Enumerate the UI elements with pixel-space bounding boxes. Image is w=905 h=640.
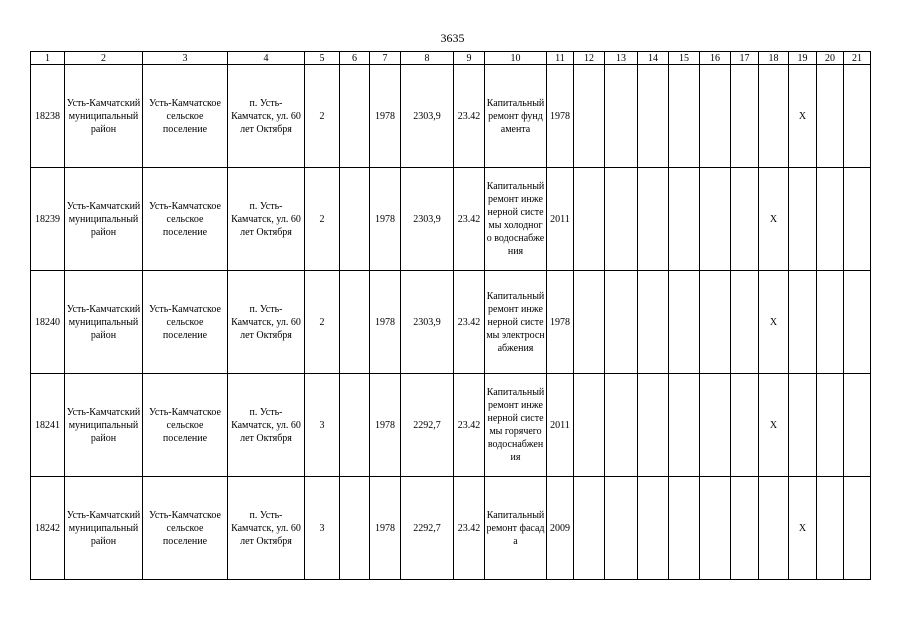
column-header: 12 [574,52,605,65]
district-cell: Усть-Камчатский муниципальный район [65,374,143,477]
work-type-cell: Капитальный ремонт инженерной системы электроснабжения [485,271,547,374]
col-6-cell [340,168,370,271]
table-row [31,65,871,168]
area-cell: 2303,9 [401,168,454,271]
col-20-cell [817,477,844,580]
col-13-cell [605,65,638,168]
col-17-cell [731,271,759,374]
year-cell: 1978 [370,168,401,271]
col-21-cell [844,477,871,580]
col-9-cell: 23.42 [454,477,485,580]
row-number: 18238 [31,65,65,168]
col-9-cell: 23.42 [454,65,485,168]
col-5-cell: 3 [305,477,340,580]
col-18-cell [759,477,789,580]
table-row [31,168,871,271]
col-13-cell [605,374,638,477]
col-9-cell: 23.42 [454,168,485,271]
column-header: 16 [700,52,731,65]
column-header: 11 [547,52,574,65]
column-header: 10 [485,52,547,65]
area-cell: 2303,9 [401,65,454,168]
col-12-cell [574,477,605,580]
column-header: 15 [669,52,700,65]
col-21-cell [844,374,871,477]
col-18-cell: X [759,168,789,271]
settlement-cell: Усть-Камчатское сельское поселение [143,271,228,374]
col-17-cell [731,374,759,477]
col-19-cell: X [789,477,817,580]
work-year-cell: 1978 [547,271,574,374]
col-16-cell [700,374,731,477]
col-5-cell: 3 [305,374,340,477]
column-header: 2 [65,52,143,65]
header-row [31,52,871,65]
address-cell: п. Усть-Камчатск, ул. 60 лет Октября [228,65,305,168]
year-cell: 1978 [370,374,401,477]
col-20-cell [817,65,844,168]
col-14-cell [638,477,669,580]
col-19-cell: X [789,65,817,168]
col-18-cell: X [759,374,789,477]
col-19-cell [789,374,817,477]
col-15-cell [669,65,700,168]
col-14-cell [638,168,669,271]
col-21-cell [844,168,871,271]
column-header: 17 [731,52,759,65]
area-cell: 2292,7 [401,477,454,580]
row-number: 18239 [31,168,65,271]
col-17-cell [731,168,759,271]
col-9-cell: 23.42 [454,271,485,374]
col-16-cell [700,477,731,580]
col-15-cell [669,168,700,271]
col-15-cell [669,477,700,580]
column-header: 4 [228,52,305,65]
col-12-cell [574,65,605,168]
work-year-cell: 2009 [547,477,574,580]
col-6-cell [340,65,370,168]
column-header: 18 [759,52,789,65]
address-cell: п. Усть-Камчатск, ул. 60 лет Октября [228,477,305,580]
col-16-cell [700,271,731,374]
work-type-cell: Капитальный ремонт фасада [485,477,547,580]
col-15-cell [669,374,700,477]
column-header: 9 [454,52,485,65]
col-14-cell [638,65,669,168]
col-5-cell: 2 [305,65,340,168]
table-row [31,374,871,477]
settlement-cell: Усть-Камчатское сельское поселение [143,477,228,580]
column-header: 5 [305,52,340,65]
address-cell: п. Усть-Камчатск, ул. 60 лет Октября [228,271,305,374]
row-number: 18242 [31,477,65,580]
column-header: 8 [401,52,454,65]
col-19-cell [789,271,817,374]
col-12-cell [574,271,605,374]
settlement-cell: Усть-Камчатское сельское поселение [143,65,228,168]
col-13-cell [605,477,638,580]
column-header: 20 [817,52,844,65]
address-cell: п. Усть-Камчатск, ул. 60 лет Октября [228,374,305,477]
col-13-cell [605,271,638,374]
table-row [31,271,871,374]
col-6-cell [340,477,370,580]
work-type-cell: Капитальный ремонт инженерной системы холодного водоснабжения [485,168,547,271]
year-cell: 1978 [370,65,401,168]
row-number: 18241 [31,374,65,477]
col-19-cell [789,168,817,271]
col-5-cell: 2 [305,168,340,271]
column-header: 1 [31,52,65,65]
col-15-cell [669,271,700,374]
district-cell: Усть-Камчатский муниципальный район [65,477,143,580]
district-cell: Усть-Камчатский муниципальный район [65,168,143,271]
district-cell: Усть-Камчатский муниципальный район [65,65,143,168]
work-type-cell: Капитальный ремонт фундамента [485,65,547,168]
col-12-cell [574,374,605,477]
address-cell: п. Усть-Камчатск, ул. 60 лет Октября [228,168,305,271]
area-cell: 2303,9 [401,271,454,374]
col-18-cell [759,65,789,168]
year-cell: 1978 [370,271,401,374]
col-14-cell [638,374,669,477]
col-21-cell [844,271,871,374]
settlement-cell: Усть-Камчатское сельское поселение [143,374,228,477]
column-header: 6 [340,52,370,65]
year-cell: 1978 [370,477,401,580]
column-header: 3 [143,52,228,65]
col-16-cell [700,65,731,168]
page-number: 3635 [440,31,465,45]
col-9-cell: 23.42 [454,374,485,477]
col-20-cell [817,168,844,271]
column-header: 21 [844,52,871,65]
work-year-cell: 2011 [547,374,574,477]
column-header: 7 [370,52,401,65]
col-20-cell [817,271,844,374]
area-cell: 2292,7 [401,374,454,477]
col-16-cell [700,168,731,271]
col-17-cell [731,477,759,580]
col-6-cell [340,374,370,477]
col-12-cell [574,168,605,271]
column-header: 13 [605,52,638,65]
col-21-cell [844,65,871,168]
col-5-cell: 2 [305,271,340,374]
table-body [31,65,871,580]
settlement-cell: Усть-Камчатское сельское поселение [143,168,228,271]
col-20-cell [817,374,844,477]
work-year-cell: 1978 [547,65,574,168]
work-year-cell: 2011 [547,168,574,271]
table-row [31,477,871,580]
row-number: 18240 [31,271,65,374]
district-cell: Усть-Камчатский муниципальный район [65,271,143,374]
column-header: 14 [638,52,669,65]
col-14-cell [638,271,669,374]
col-18-cell: X [759,271,789,374]
register-table [30,51,871,580]
col-17-cell [731,65,759,168]
work-type-cell: Капитальный ремонт инженерной системы горячего водоснабжения [485,374,547,477]
col-13-cell [605,168,638,271]
column-header: 19 [789,52,817,65]
col-6-cell [340,271,370,374]
